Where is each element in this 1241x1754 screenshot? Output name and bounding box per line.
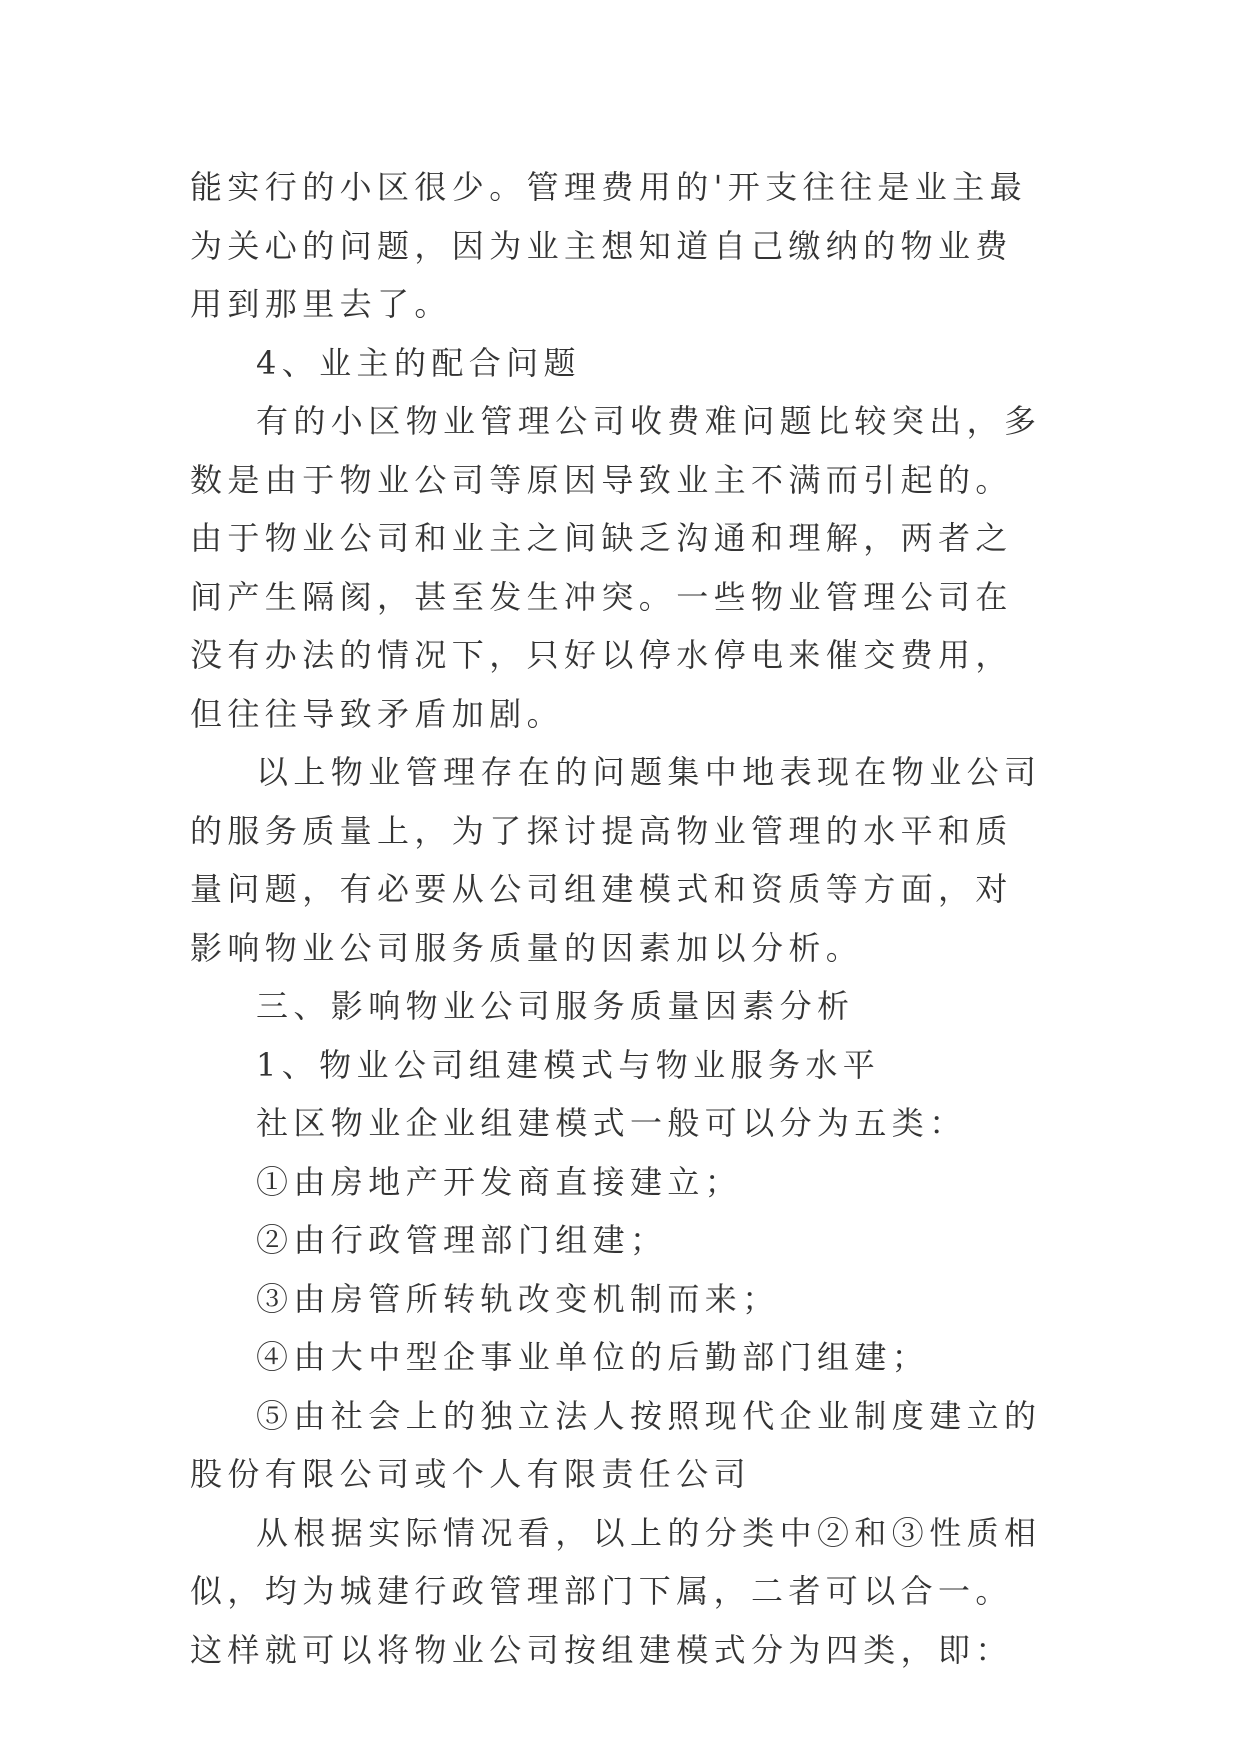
section-heading: 1、物业公司组建模式与物业服务水平 (256, 1045, 881, 1084)
list-item: ③由房管所转轨改变机制而来； (256, 1279, 780, 1318)
list-item: ⑤由社会上的独立法人按照现代企业制度建立的股份有限公司或个人有限责任公司 (190, 1396, 1042, 1493)
paragraph: 社区物业企业组建模式一般可以分为五类： (256, 1104, 967, 1142)
paragraph: 以上物业管理存在的问题集中地表现在物业公司的服务质量上，为了探讨提高物业管理的水平和质量问题，有必要从公司组建模式和资质等方面，对影响物业公司服务质量的因素加以分析。 (190, 753, 1042, 967)
paragraph: 能实行的小区很少。管理费用的'开支往往是业主最为关心的问题，因为业主想知道自己缴纳的物业费用到那里去了。 (190, 168, 1027, 323)
document-body (190, 158, 1050, 1679)
list-item: ②由行政管理部门组建； (256, 1221, 668, 1259)
section-heading: 三、影响物业公司服务质量因素分析 (256, 987, 855, 1025)
paragraph: 从根据实际情况看，以上的分类中②和③性质相似，均为城建行政管理部门下属，二者可以合一。这样就可以将物业公司按组建模式分为四类，即： (190, 1513, 1042, 1669)
paragraph: 有的小区物业管理公司收费难问题比较突出，多数是由于物业公司等原因导致业主不满而引起的。由于物业公司和业主之间缺乏沟通和理解，两者之间产生隔阂，甚至发生冲突。一些物业管理公司在没有办法的情况下，只好以停水停电来催交费用，但往往导致矛盾加剧。 (190, 402, 1042, 733)
list-item: ④由大中型企事业单位的后勤部门组建； (256, 1338, 930, 1376)
list-item: ①由房地产开发商直接建立； (256, 1162, 743, 1201)
section-heading: 4、业主的配合问题 (256, 343, 581, 382)
